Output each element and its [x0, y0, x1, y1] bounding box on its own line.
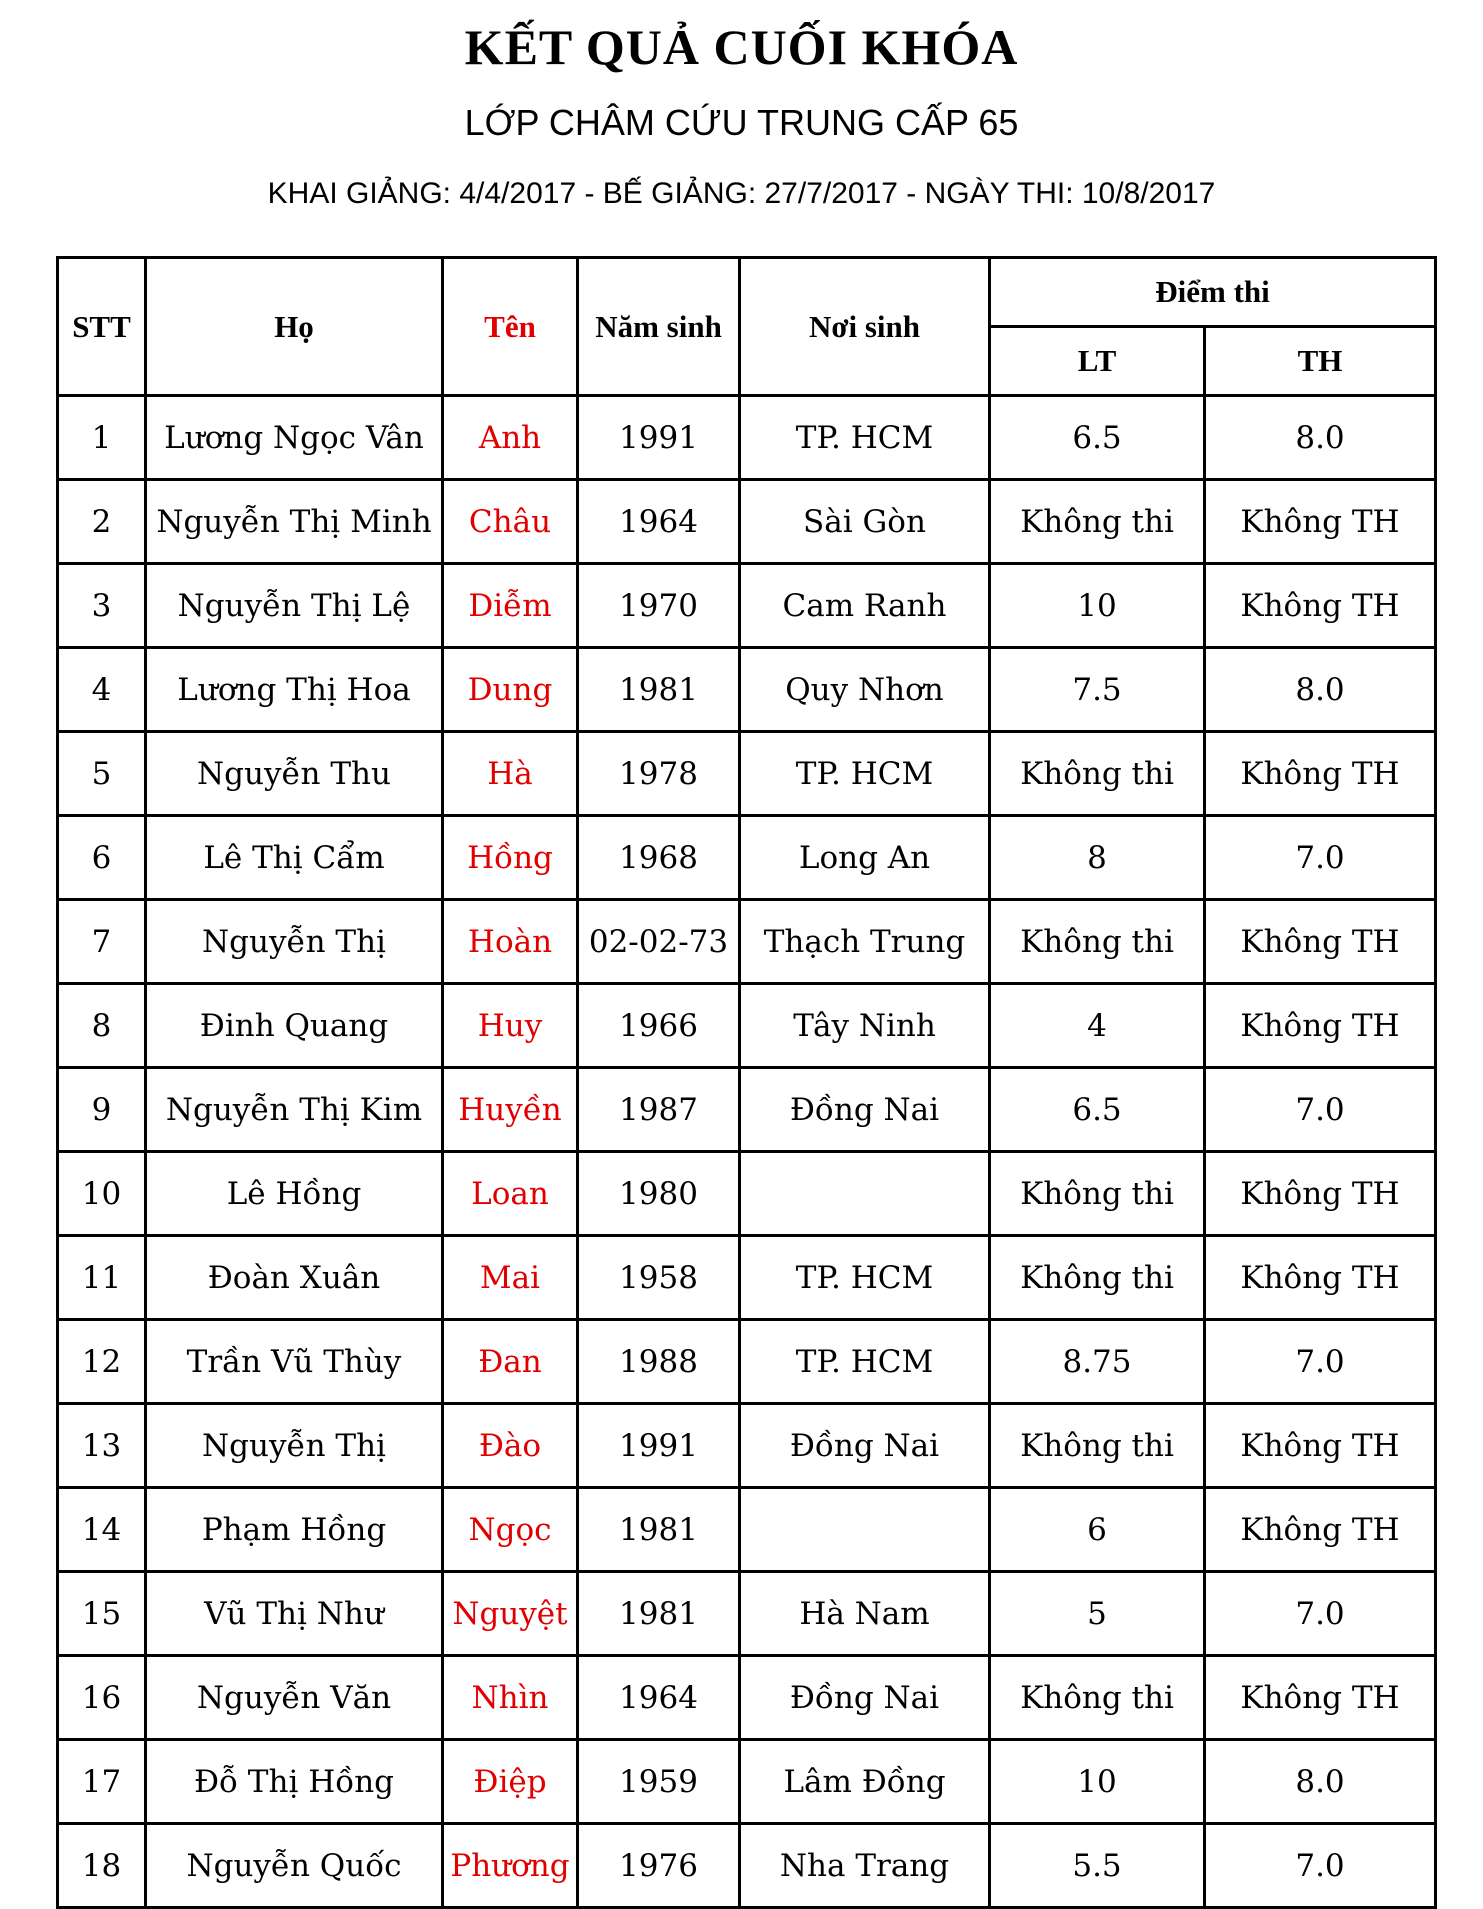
cell-stt: 2: [58, 480, 146, 564]
cell-last-name: Lê Thị Cẩm: [146, 816, 443, 900]
cell-th-score: Không TH: [1205, 984, 1436, 1068]
cell-birthplace: [740, 1488, 990, 1572]
table-row: [58, 816, 1436, 900]
cell-last-name: Nguyễn Thị Minh: [146, 480, 443, 564]
cell-lt-score: Không thi: [990, 480, 1205, 564]
cell-birth-year: 1991: [578, 396, 740, 480]
cell-th-score: 8.0: [1205, 396, 1436, 480]
cell-last-name: Nguyễn Văn: [146, 1656, 443, 1740]
class-name: LỚP CHÂM CỨU TRUNG CẤP 65: [464, 102, 1019, 143]
cell-lt-score: Không thi: [990, 732, 1205, 816]
cell-first-name: Đào: [443, 1404, 578, 1488]
table-row: [58, 1236, 1436, 1320]
cell-first-name: Hồng: [443, 816, 578, 900]
cell-birthplace: Đồng Nai: [740, 1656, 990, 1740]
table-row: [58, 900, 1436, 984]
table-row: [58, 1068, 1436, 1152]
cell-lt-score: 6.5: [990, 396, 1205, 480]
table-row: [58, 1320, 1436, 1404]
cell-birth-year: 1958: [578, 1236, 740, 1320]
cell-birthplace: Lâm Đồng: [740, 1740, 990, 1824]
cell-birth-year: 1959: [578, 1740, 740, 1824]
cell-th-score: Không TH: [1205, 900, 1436, 984]
cell-birth-year: 1988: [578, 1320, 740, 1404]
cell-th-score: 7.0: [1205, 1824, 1436, 1908]
cell-lt-score: 10: [990, 564, 1205, 648]
cell-birth-year: 1968: [578, 816, 740, 900]
cell-first-name: Điệp: [443, 1740, 578, 1824]
table-row: [58, 480, 1436, 564]
cell-th-score: Không TH: [1205, 1152, 1436, 1236]
cell-birthplace: [740, 1152, 990, 1236]
cell-stt: 7: [58, 900, 146, 984]
cell-stt: 10: [58, 1152, 146, 1236]
cell-birthplace: Sài Gòn: [740, 480, 990, 564]
cell-first-name: Hoàn: [443, 900, 578, 984]
cell-birth-year: 1964: [578, 1656, 740, 1740]
cell-birth-year: 1991: [578, 1404, 740, 1488]
cell-last-name: Đoàn Xuân: [146, 1236, 443, 1320]
table-row: [58, 1488, 1436, 1572]
column-header-birth-year: Năm sinh: [578, 258, 740, 396]
cell-lt-score: 4: [990, 984, 1205, 1068]
cell-last-name: Lương Ngọc Vân: [146, 396, 443, 480]
cell-th-score: 7.0: [1205, 1320, 1436, 1404]
cell-first-name: Nguyệt: [443, 1572, 578, 1656]
results-table: [56, 256, 1437, 1909]
cell-birthplace: Thạch Trung: [740, 900, 990, 984]
table-row: [58, 648, 1436, 732]
cell-stt: 11: [58, 1236, 146, 1320]
cell-last-name: Lương Thị Hoa: [146, 648, 443, 732]
cell-birthplace: Hà Nam: [740, 1572, 990, 1656]
cell-stt: 4: [58, 648, 146, 732]
cell-lt-score: Không thi: [990, 1656, 1205, 1740]
cell-birth-year: 1987: [578, 1068, 740, 1152]
cell-first-name: Phương: [443, 1824, 578, 1908]
column-header-first-name: Tên: [443, 258, 578, 396]
cell-birth-year: 1964: [578, 480, 740, 564]
cell-lt-score: 7.5: [990, 648, 1205, 732]
cell-th-score: 8.0: [1205, 648, 1436, 732]
cell-lt-score: 6.5: [990, 1068, 1205, 1152]
cell-birth-year: 1970: [578, 564, 740, 648]
cell-lt-score: 8.75: [990, 1320, 1205, 1404]
column-header-th: TH: [1205, 327, 1436, 396]
table-row: [58, 1404, 1436, 1488]
cell-first-name: Ngọc: [443, 1488, 578, 1572]
cell-birthplace: Đồng Nai: [740, 1068, 990, 1152]
cell-last-name: Lê Hồng: [146, 1152, 443, 1236]
cell-birth-year: 1980: [578, 1152, 740, 1236]
cell-first-name: Đan: [443, 1320, 578, 1404]
table-row: [58, 1572, 1436, 1656]
cell-birth-year: 1978: [578, 732, 740, 816]
cell-lt-score: Không thi: [990, 900, 1205, 984]
cell-lt-score: 10: [990, 1740, 1205, 1824]
cell-first-name: Huy: [443, 984, 578, 1068]
cell-birthplace: Tây Ninh: [740, 984, 990, 1068]
course-dates: KHAI GIẢNG: 4/4/2017 - BẾ GIẢNG: 27/7/2017 - NGÀY THI: 10/8/2017: [267, 177, 1216, 210]
cell-last-name: Nguyễn Thị: [146, 1404, 443, 1488]
cell-lt-score: Không thi: [990, 1236, 1205, 1320]
cell-birthplace: Đồng Nai: [740, 1404, 990, 1488]
cell-first-name: Huyền: [443, 1068, 578, 1152]
cell-first-name: Loan: [443, 1152, 578, 1236]
cell-birthplace: Quy Nhơn: [740, 648, 990, 732]
cell-th-score: Không TH: [1205, 1488, 1436, 1572]
cell-lt-score: 5.5: [990, 1824, 1205, 1908]
results-body: [58, 396, 1436, 1908]
cell-lt-score: 8: [990, 816, 1205, 900]
page-title: KẾT QUẢ CUỐI KHÓA: [464, 19, 1019, 75]
cell-birthplace: TP. HCM: [740, 1236, 990, 1320]
cell-th-score: 8.0: [1205, 1740, 1436, 1824]
cell-stt: 13: [58, 1404, 146, 1488]
cell-th-score: Không TH: [1205, 1656, 1436, 1740]
cell-lt-score: Không thi: [990, 1404, 1205, 1488]
cell-stt: 8: [58, 984, 146, 1068]
cell-first-name: Anh: [443, 396, 578, 480]
table-row: [58, 396, 1436, 480]
cell-first-name: Mai: [443, 1236, 578, 1320]
cell-birthplace: TP. HCM: [740, 732, 990, 816]
cell-stt: 1: [58, 396, 146, 480]
cell-stt: 12: [58, 1320, 146, 1404]
cell-birth-year: 1966: [578, 984, 740, 1068]
cell-last-name: Phạm Hồng: [146, 1488, 443, 1572]
column-header-stt: STT: [58, 258, 146, 396]
cell-birthplace: Long An: [740, 816, 990, 900]
column-header-last-name: Họ: [146, 258, 443, 396]
cell-birthplace: TP. HCM: [740, 396, 990, 480]
cell-last-name: Trần Vũ Thùy: [146, 1320, 443, 1404]
cell-birth-year: 1981: [578, 1488, 740, 1572]
table-row: [58, 1152, 1436, 1236]
table-row: [58, 1740, 1436, 1824]
cell-lt-score: 6: [990, 1488, 1205, 1572]
column-header-scores: Điểm thi: [990, 258, 1436, 327]
cell-last-name: Nguyễn Thị Kim: [146, 1068, 443, 1152]
cell-stt: 17: [58, 1740, 146, 1824]
cell-th-score: 7.0: [1205, 1572, 1436, 1656]
cell-last-name: Nguyễn Quốc: [146, 1824, 443, 1908]
cell-last-name: Nguyễn Thị: [146, 900, 443, 984]
cell-th-score: Không TH: [1205, 1236, 1436, 1320]
cell-stt: 3: [58, 564, 146, 648]
cell-first-name: Dung: [443, 648, 578, 732]
cell-birthplace: Nha Trang: [740, 1824, 990, 1908]
cell-first-name: Nhìn: [443, 1656, 578, 1740]
cell-th-score: 7.0: [1205, 816, 1436, 900]
cell-birth-year: 1981: [578, 1572, 740, 1656]
cell-last-name: Đinh Quang: [146, 984, 443, 1068]
cell-birth-year: 1976: [578, 1824, 740, 1908]
table-row: [58, 564, 1436, 648]
cell-th-score: 7.0: [1205, 1068, 1436, 1152]
cell-stt: 15: [58, 1572, 146, 1656]
cell-birth-year: 1981: [578, 648, 740, 732]
table-row: [58, 984, 1436, 1068]
cell-birthplace: TP. HCM: [740, 1320, 990, 1404]
cell-lt-score: 5: [990, 1572, 1205, 1656]
column-header-lt: LT: [990, 327, 1205, 396]
cell-first-name: Châu: [443, 480, 578, 564]
cell-stt: 16: [58, 1656, 146, 1740]
cell-th-score: Không TH: [1205, 564, 1436, 648]
cell-last-name: Nguyễn Thu: [146, 732, 443, 816]
cell-stt: 6: [58, 816, 146, 900]
table-row: [58, 1656, 1436, 1740]
cell-last-name: Nguyễn Thị Lệ: [146, 564, 443, 648]
cell-stt: 9: [58, 1068, 146, 1152]
cell-last-name: Đỗ Thị Hồng: [146, 1740, 443, 1824]
cell-lt-score: Không thi: [990, 1152, 1205, 1236]
cell-th-score: Không TH: [1205, 1404, 1436, 1488]
cell-stt: 14: [58, 1488, 146, 1572]
cell-birth-year: 02-02-73: [578, 900, 740, 984]
cell-last-name: Vũ Thị Như: [146, 1572, 443, 1656]
cell-th-score: Không TH: [1205, 732, 1436, 816]
column-header-birthplace: Nơi sinh: [740, 258, 990, 396]
cell-first-name: Hà: [443, 732, 578, 816]
cell-birthplace: Cam Ranh: [740, 564, 990, 648]
cell-stt: 5: [58, 732, 146, 816]
table-row: [58, 732, 1436, 816]
cell-stt: 18: [58, 1824, 146, 1908]
cell-first-name: Diễm: [443, 564, 578, 648]
cell-th-score: Không TH: [1205, 480, 1436, 564]
table-row: [58, 1824, 1436, 1908]
